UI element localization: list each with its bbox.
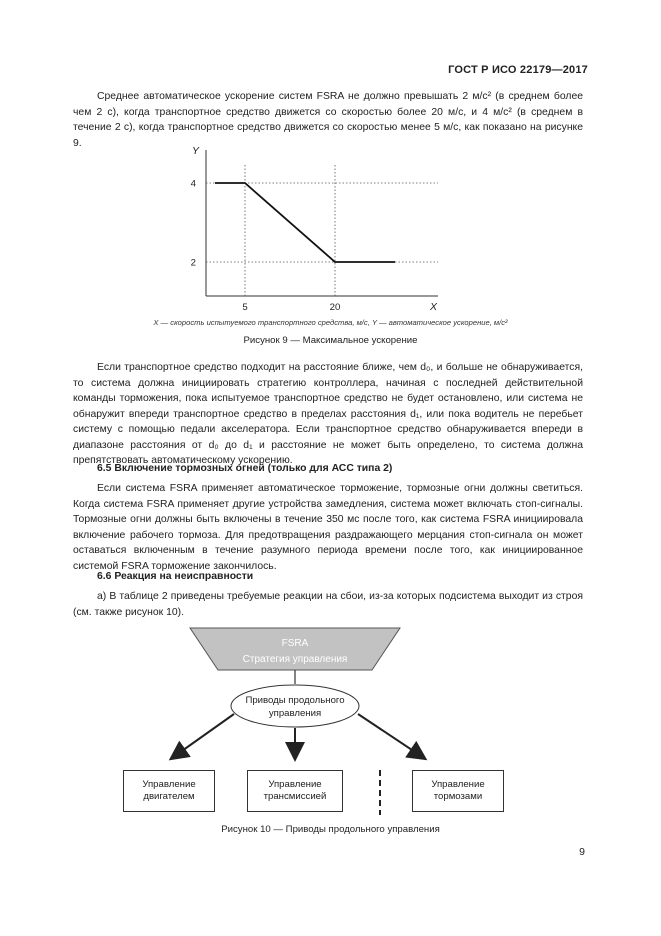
x-axis-label: X	[430, 301, 438, 313]
brake-line1: Управление	[431, 779, 485, 790]
arrow-brakes	[358, 714, 424, 758]
y-tick-label: 2	[190, 257, 196, 269]
arrow-engine	[172, 714, 234, 758]
actuators-line1: Приводы продольного	[245, 695, 345, 706]
actuators-ellipse	[231, 685, 359, 727]
series-line-max-acceleration	[215, 183, 395, 262]
engine-control-box	[123, 770, 215, 812]
distance-paragraph	[73, 360, 583, 469]
engine-line1: Управление	[142, 779, 196, 790]
figure10-caption: Рисунок 10 — Приводы продольного управления	[221, 824, 440, 835]
section-6-5-heading: 6.5 Включение тормозных огней (только для АСС типа 2)	[97, 463, 393, 474]
actuators-line2: управления	[268, 708, 322, 719]
section-6-6-heading: 6.6 Реакция на неисправности	[97, 571, 254, 582]
strategy-title: FSRA	[281, 638, 309, 649]
y-tick-label: 4	[190, 178, 196, 190]
y-axis-label: Y	[192, 145, 200, 157]
transmission-line1: Управление	[268, 779, 322, 790]
brake-control-box	[412, 770, 504, 812]
document-id: ГОСТ Р ИСО 22179—2017	[448, 64, 588, 76]
distance-text: Если транспортное средство подходит на расстояние ближе, чем d₀, и больше не обнаруживается, то система должна инициировать стратегию контроллера, начиная с последней действительной команды торможения, пока испытуемое транспортное средство не будет остановлено, или система не обнаружит впереди транспортное средство в пределах расстояния d₁, или пока водитель не перебьет систему с помощью педали акселератора. Если транспортное средство обнаруживается впереди в диапазоне расстояния от d₀ до d₁ и расстояние не может быть определено, то система должна препятствовать автоматическому ускорению.	[73, 362, 583, 466]
chart-legend: X — скорость испытуемого транспортного средства, м/с, Y — автоматическое ускорение, м/с²	[153, 318, 508, 327]
section-6-6-paragraph	[73, 589, 583, 620]
section-6-5-paragraph	[73, 481, 583, 574]
brake-line2: тормозами	[433, 791, 483, 802]
engine-line2: двигателем	[143, 791, 195, 802]
intro-text: Среднее автоматическое ускорение систем FSRA не должно превышать 2 м/с² (в среднем более чем 2 с), когда транспортное средство движется со скоростью более 20 м/с, и 4 м/с² (в среднем в течение 2 с), когда транспортное средство движется со скоростью менее 5 м/с, как показано на рисунке 9.	[73, 91, 583, 149]
figure9-caption: Рисунок 9 — Максимальное ускорение	[243, 335, 418, 346]
acceleration-chart	[180, 142, 450, 314]
section-6-6-text: а) В таблице 2 приведены требуемые реакции на сбои, из-за которых подсистема выходит из строя (см. также рисунок 10).	[73, 591, 583, 618]
section-6-5-text: Если система FSRA применяет автоматическое торможение, тормозные огни должны светиться. Когда система FSRA применяет другие устройства замедления, система может включать стоп-сигналы. Тормозные огни должны быть включены в течение 350 мс после того, как система FSRA инициировала включение рабочего тормоза. Для предотвращения раздражающего мерцания стоп-сигнала он может оставаться включенным в течение разумного периода времени после того, как инициированное системой FSRA торможение закончилось.	[73, 483, 583, 572]
x-tick-label: 5	[242, 302, 248, 313]
transmission-line2: трансмиссией	[263, 791, 327, 802]
x-tick-label: 20	[329, 302, 341, 313]
page-number: 9	[579, 846, 585, 858]
strategy-subtitle: Стратегия управления	[242, 654, 348, 665]
transmission-control-box	[247, 770, 343, 812]
